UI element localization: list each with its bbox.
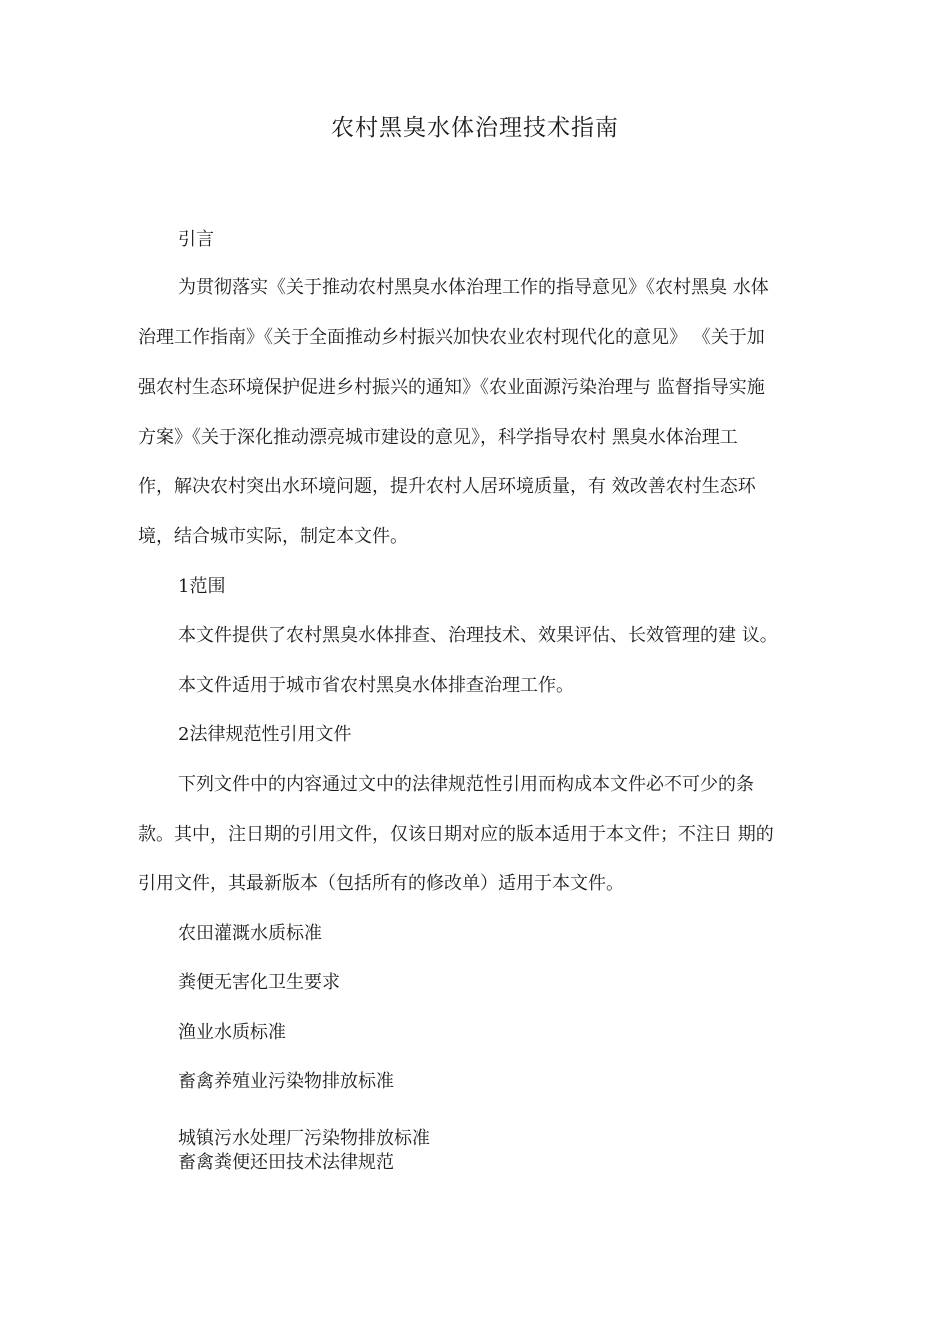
reference-item: 城镇污水处理厂污染物排放标准 xyxy=(178,1128,430,1149)
intro-line: 为贯彻落实《关于推动农村黑臭水体治理工作的指导意见》《农村黑臭 水体 xyxy=(178,277,769,298)
intro-line: 境，结合城市实际，制定本文件。 xyxy=(138,526,408,547)
document-title: 农村黑臭水体治理技术指南 xyxy=(331,115,619,141)
intro-heading: 引言 xyxy=(178,229,214,250)
section1-paragraph: 本文件提供了农村黑臭水体排查、治理技术、效果评估、长效管理的建 议。 xyxy=(178,625,778,646)
reference-item: 畜禽养殖业污染物排放标准 xyxy=(178,1071,394,1092)
intro-line: 强农村生态环境保护促进乡村振兴的通知》《农业面源污染治理与 监督指导实施 xyxy=(138,377,765,398)
reference-item: 畜禽粪便还田技术法律规范 xyxy=(178,1152,394,1173)
intro-line: 作，解决农村突出水环境问题，提升农村人居环境质量，有 效改善农村生态环 xyxy=(138,476,756,497)
section2-line: 下列文件中的内容通过文中的法律规范性引用而构成本文件必不可少的条 xyxy=(178,774,754,795)
reference-item: 农田灌溉水质标准 xyxy=(178,923,322,944)
intro-line: 治理工作指南》《关于全面推动乡村振兴加快农业农村现代化的意见》 《关于加 xyxy=(138,327,765,348)
section2-heading: 2法律规范性引用文件 xyxy=(178,724,352,745)
section1-heading: 1范围 xyxy=(178,576,226,597)
intro-line: 方案》《关于深化推动漂亮城市建设的意见》，科学指导农村 黑臭水体治理工 xyxy=(138,427,738,448)
reference-item: 渔业水质标准 xyxy=(178,1022,286,1043)
section2-line: 引用文件，其最新版本（包括所有的修改单）适用于本文件。 xyxy=(138,873,624,894)
reference-item: 粪便无害化卫生要求 xyxy=(178,972,340,993)
section2-line: 款。其中，注日期的引用文件，仅该日期对应的版本适用于本文件；不注日 期的 xyxy=(138,824,774,845)
section1-paragraph: 本文件适用于城市省农村黑臭水体排查治理工作。 xyxy=(178,675,574,696)
